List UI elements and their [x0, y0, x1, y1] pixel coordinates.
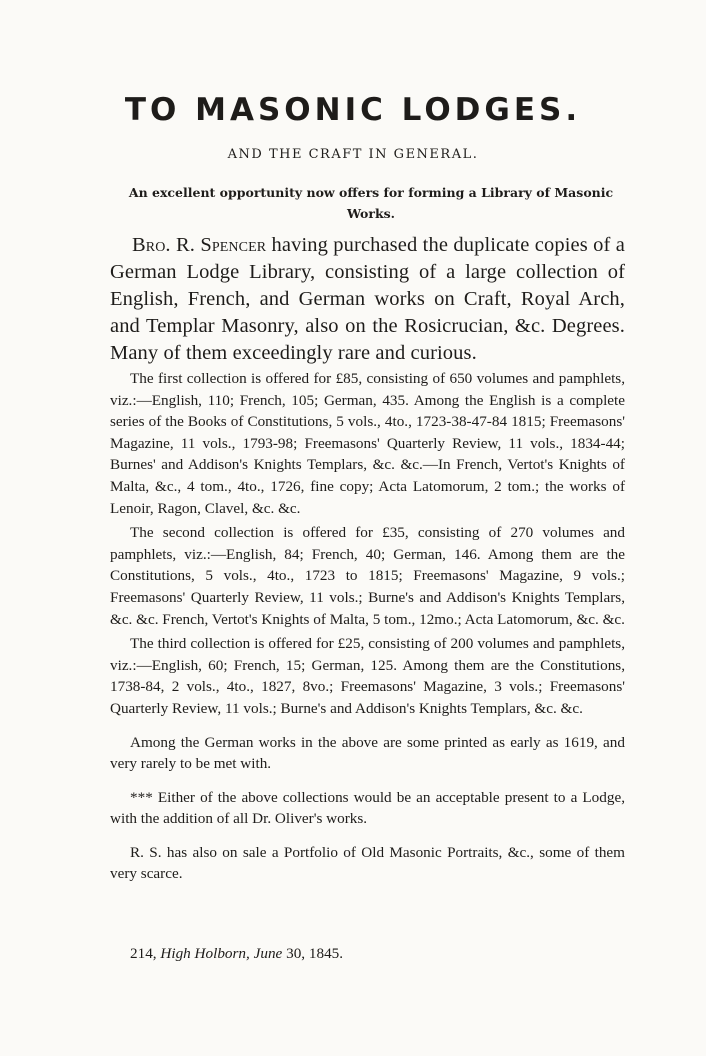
paragraph-third-collection: The third collection is offered for £25, consisting of 200 volumes and pamphlets, viz.:—English, 60; French, 15; German, 125. Among them are the Constitutions, 1738-84, 2 vols., 4to., 1827, 8vo.; Freemasons' Magazine, 3 vols.; Freemasons' Quarterly Review, 11 vols.; Burne's and Addison's Knights Templars, &c. &c. [110, 635, 625, 717]
signature-line [130, 945, 343, 963]
page-title: TO MASONIC LODGES. [124, 92, 582, 128]
lead-text: having purchased the duplicate copies of a German Lodge Library, consisting of a large collection of English, French, and German works on Craft, Royal Arch, and Templar Masonry, also on the Rosicrucian, &c. Degrees. Many of them exceedingly rare and curious. [110, 234, 625, 364]
lead-name: Bro. R. Spencer [132, 234, 267, 256]
lead-paragraph [110, 232, 625, 367]
signature-place: High Holborn, June [160, 945, 283, 962]
paragraph-german-works: Among the German works in the above are some printed as early as 1619, and very rarely to be met with. [110, 733, 625, 773]
paragraph-first-collection: The first collection is offered for £85, consisting of 650 volumes and pamphlets, viz.:—English, 110; French, 105; German, 435. Among the English is a complete series of the Books of Constitutions, 5 vols., 4to., 1723-38-47-84 1815; Freemasons' Magazine, 11 vols., 1793-98; Freemasons' Quarterly Review, 11 vols., 1834-44; Burnes' and Addison's Knights Templars, &c. &c.—In French, Vertot's Knights of Malta, &c., 4 tom., 4to., 1726, fine copy; Acta Latomorum, 2 tom.; the works of Lenoir, Ragon, Clavel, &c. &c. [110, 370, 625, 517]
intro-line: An excellent opportunity now offers for forming a Library of Masonic Works. [128, 185, 614, 221]
collections-text [110, 368, 625, 885]
subtitle: AND THE CRAFT IN GENERAL. [227, 147, 479, 162]
paragraph-acceptable-present: *** Either of the above collections would be an acceptable present to a Lodge, with the addition of all Dr. Oliver's works. [110, 788, 625, 828]
paragraph-second-collection: The second collection is offered for £35, consisting of 270 volumes and pamphlets, viz.:—English, 84; French, 40; German, 146. Among them are the Constitutions, 5 vols., 4to., 1723 to 1815; Freemasons' Magazine, 9 vols.; Freemasons' Quarterly Review, 11 vols.; Burne's and Addison's Knights Templars, &c. &c. French, Vertot's Knights of Malta, 5 tom., 12mo.; Acta Latomorum, &c. &c. [110, 524, 625, 628]
signature-date: 30, 1845. [286, 945, 344, 962]
signature-number: 214, [130, 945, 157, 962]
paragraph-portfolio: R. S. has also on sale a Portfolio of Old Masonic Portraits, &c., some of them very scarce. [110, 843, 625, 883]
